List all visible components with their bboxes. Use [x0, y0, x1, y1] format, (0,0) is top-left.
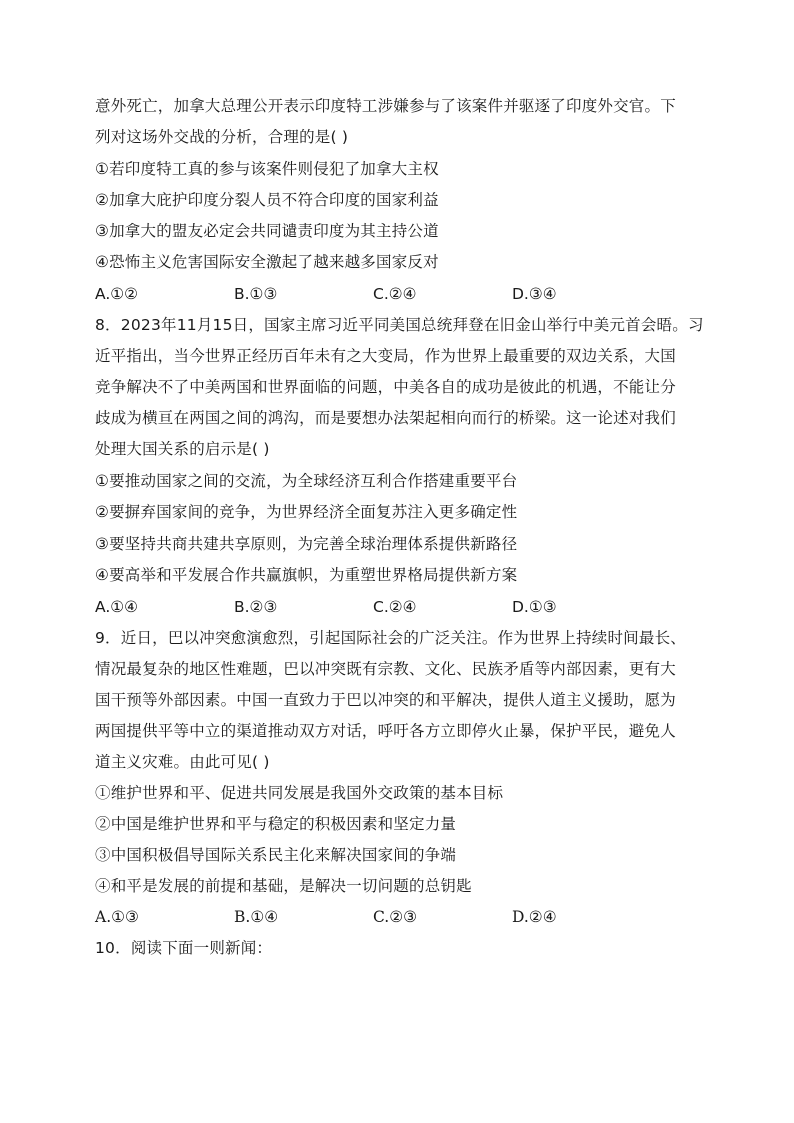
q8-statement-1: ①要推动国家之间的交流，为全球经济互利合作搭建重要平台 [95, 472, 518, 490]
q8-stem-line-1: 8．2023年11月15日，国家主席习近平同美国总统拜登在旧金山举行中美元首会晤。习 [95, 316, 704, 334]
q9-stem-line-2: 情况最复杂的地区性难题，巴以冲突既有宗教、文化、民族矛盾等内部因素，更有大 [95, 660, 676, 678]
q8-option-c: C.②④ [373, 598, 417, 616]
q8-option-b: B.②③ [234, 598, 278, 616]
q7-stem-line-2: 列对这场外交战的分析，合理的是( ) [95, 128, 349, 146]
q9-stem-line-4: 两国提供平等中立的渠道推动双方对话，呼吁各方立即停火止暴，保护平民，避免人 [95, 722, 676, 740]
q7-option-a: A.①② [95, 285, 139, 303]
q8-option-d: D.①③ [512, 598, 557, 616]
q9-stem-line-5: 道主义灾难。由此可见( ) [95, 753, 270, 771]
q7-option-b: B.①③ [234, 285, 278, 303]
q7-option-c: C.②④ [373, 285, 417, 303]
q10-stem-line-1: 10．阅读下面一则新闻： [95, 939, 273, 957]
q7-option-d: D.③④ [512, 285, 557, 303]
q8-stem-line-5: 处理大国关系的启示是( ) [95, 440, 270, 458]
q7-statement-4: ④恐怖主义危害国际安全激起了越来越多国家反对 [95, 253, 439, 271]
q8-statement-3: ③要坚持共商共建共享原则，为完善全球治理体系提供新路径 [95, 535, 518, 553]
q8-statement-2: ②要摒弃国家间的竞争，为世界经济全面复苏注入更多确定性 [95, 503, 518, 521]
q9-stem-line-1: 9．近日，巴以冲突愈演愈烈，引起国际社会的广泛关注。作为世界上持续时间最长、 [95, 629, 686, 647]
q7-stem-line-1: 意外死亡，加拿大总理公开表示印度特工涉嫌参与了该案件并驱逐了印度外交官。下 [95, 97, 676, 115]
q9-option-b: B.①④ [234, 908, 279, 926]
q7-statement-1: ①若印度特工真的参与该案件则侵犯了加拿大主权 [95, 160, 439, 178]
q7-statement-2: ②加拿大庇护印度分裂人员不符合印度的国家利益 [95, 191, 439, 209]
q9-stem-line-3: 国干预等外部因素。中国一直致力于巴以冲突的和平解决，提供人道主义援助，愿为 [95, 691, 676, 709]
q9-option-a: A.①③ [95, 908, 139, 926]
q8-stem-line-4: 歧成为横亘在两国之间的鸿沟，而是要想办法架起相向而行的桥梁。这一论述对我们 [95, 409, 676, 427]
q9-statement-1: ①维护世界和平、促进共同发展是我国外交政策的基本目标 [95, 784, 504, 802]
q8-stem-line-2: 近平指出，当今世界正经历百年未有之大变局，作为世界上最重要的双边关系，大国 [95, 347, 676, 365]
q9-option-d: D.②④ [512, 908, 557, 926]
q9-statement-3: ③中国积极倡导国际关系民主化来解决国家间的争端 [95, 846, 457, 864]
q9-statement-2: ②中国是维护世界和平与稳定的积极因素和坚定力量 [95, 815, 457, 833]
q9-option-c: C.②③ [373, 908, 418, 926]
q7-statement-3: ③加拿大的盟友必定会共同谴责印度为其主持公道 [95, 222, 439, 240]
q8-option-a: A.①④ [95, 598, 139, 616]
q8-statement-4: ④要高举和平发展合作共赢旗帜，为重塑世界格局提供新方案 [95, 566, 518, 584]
q9-statement-4: ④和平是发展的前提和基础，是解决一切问题的总钥匙 [95, 877, 472, 895]
q8-stem-line-3: 竞争解决不了中美两国和世界面临的问题，中美各自的成功是彼此的机遇，不能让分 [95, 378, 676, 396]
